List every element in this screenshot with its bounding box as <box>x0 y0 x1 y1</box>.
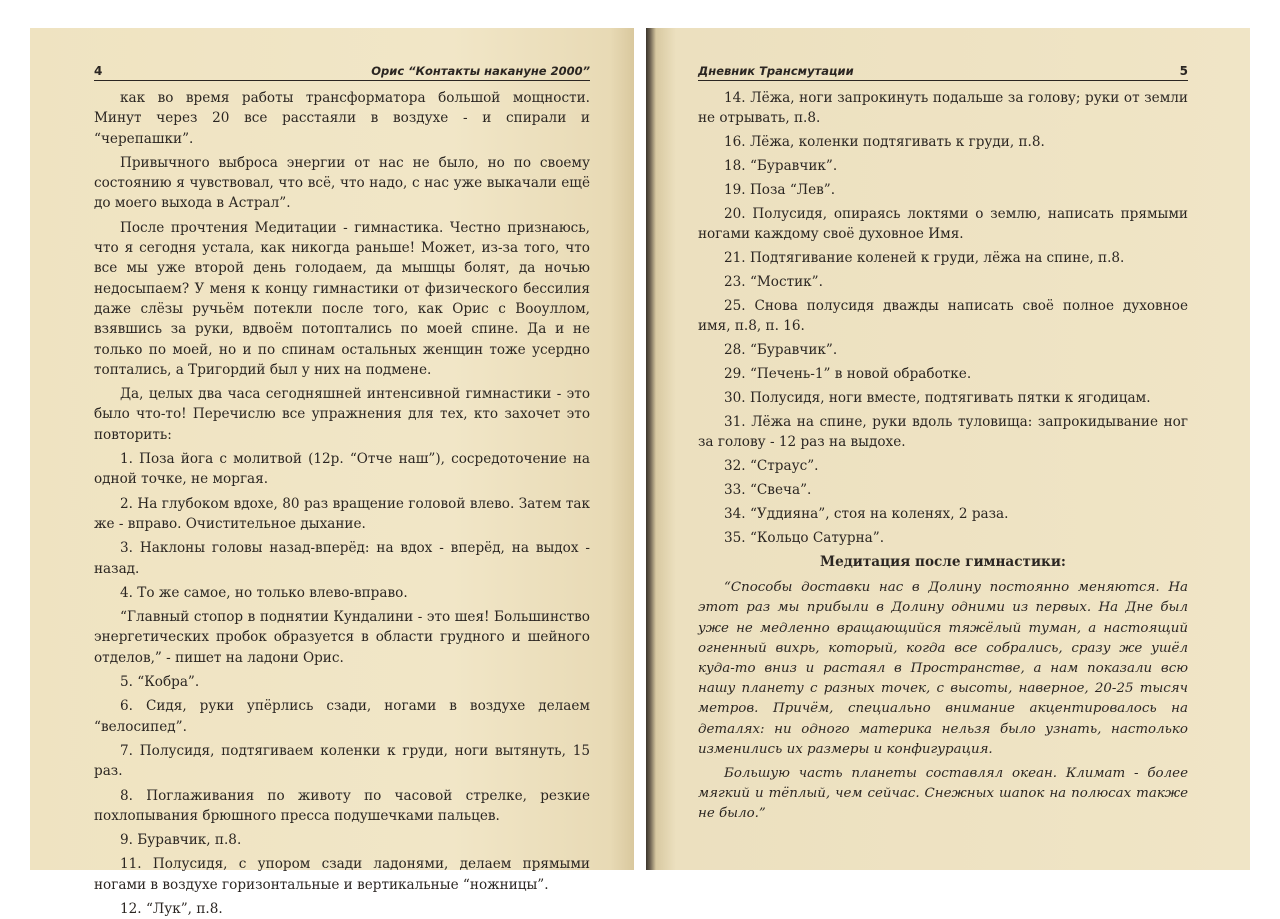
exercise-item: 11. Полусидя, с упором сзади ладонями, делаем прямыми ногами в воздухе горизонтальные и вертикальные “ножницы”. <box>94 856 590 893</box>
paragraph: Да, целых два часа сегодняшней интенсивной гимнастики - это было что-то! Перечислю все упражнения для тех, кто захочет это повторить: <box>94 386 590 443</box>
exercise-item: 6. Сидя, руки упёрлись сзади, ногами в воздухе делаем “велосипед”. <box>94 698 590 735</box>
exercise-item: 25. Снова полусидя дважды написать своё полное духовное имя, п.8, п. 16. <box>698 297 1188 335</box>
exercise-item: 7. Полусидя, подтягиваем коленки к груди, ноги вытянуть, 15 раз. <box>94 742 590 780</box>
exercise-item: 14. Лёжа, ноги запрокинуть подальше за голову; руки от земли не отрывать, п.8. <box>698 90 1188 127</box>
exercise-item: 23. “Мостик”. <box>724 273 823 290</box>
paragraph: Привычного выброса энергии от нас не было, но по своему состоянию я чувствовал, что всё, что надо, с нас уже выкачали ещё до моего выхода в Астрал”. <box>94 154 590 212</box>
exercise-item: 2. На глубоком вдохе, 80 раз вращение головой влево. Затем так же - вправо. Очистительное дыхание. <box>94 495 590 532</box>
meditation-quote <box>698 578 1188 824</box>
section-heading: Медитация после гимнастики: <box>820 553 1066 570</box>
right-running-head <box>698 64 1188 81</box>
exercise-item: 30. Полусидя, ноги вместе, подтягивать пятки к ягодицам. <box>724 389 1151 406</box>
exercise-item: 19. Поза “Лев”. <box>724 181 836 198</box>
left-running-title: Орис “Контакты накануне 2000” <box>371 64 590 78</box>
exercise-item: 31. Лёжа на спине, руки вдоль туловища: запрокидывание ног за голову - 12 раз на выдохе. <box>698 413 1188 450</box>
exercise-item: 8. Поглаживания по животу по часовой стрелке, резкие похлопывания брюшного пресса подушечками пальцев. <box>94 787 590 824</box>
quote-paragraph: Большую часть планеты составлял океан. Климат - более мягкий и тёплый, чем сейчас. Снежных шапок на полюсах также не было.” <box>698 765 1188 821</box>
exercise-item: 29. “Печень-1” в новой обработке. <box>724 365 972 382</box>
exercise-item: 28. “Буравчик”. <box>724 342 838 359</box>
exercise-item: 4. То же самое, но только влево-вправо. <box>120 584 408 601</box>
left-running-head <box>94 64 590 81</box>
exercise-item: 21. Подтягивание коленей к груди, лёжа на спине, п.8. <box>724 250 1125 267</box>
exercise-item: 1. Поза йога с молитвой (12р. “Отче наш”), сосредоточение на одной точке, не моргая. <box>94 451 590 488</box>
exercise-item: 18. “Буравчик”. <box>724 158 838 175</box>
right-page-number: 5 <box>1179 64 1188 78</box>
exercise-item: 35. “Кольцо Сатурна”. <box>724 529 885 546</box>
exercise-item: 20. Полусидя, опираясь локтями о землю, написать прямыми ногами каждому своё духовное Имя. <box>698 205 1188 243</box>
exercise-item: 34. “Уддияна”, стоя на коленях, 2 раза. <box>724 505 1009 522</box>
exercise-item: 33. “Свеча”. <box>724 481 812 498</box>
right-page <box>646 28 1250 870</box>
right-running-title: Дневник Трансмутации <box>698 64 854 78</box>
quote-paragraph: “Способы доставки нас в Долину постоянно меняются. На этот раз мы прибыли в Долину одними из первых. На Дне был уже не медленно вращающийся тяжёлый туман, а настоящий огненный вихрь, который, когда все собрались, сразу же ушёл куда-то вниз и растаял в Пространстве, а нам показали всю нашу планету с разных точек, с высоты, наверное, 20-25 тысяч метров. Причём, специально внимание акцентировалось на деталях: ни одного материка нельзя было узнать, настолько изменились их размеры и конфигурация. <box>698 580 1188 757</box>
left-page <box>30 28 634 917</box>
right-body-text <box>698 88 1188 824</box>
exercise-item: 3. Наклоны головы назад-вперёд: на вдох - вперёд, на выдох - назад. <box>94 540 590 577</box>
paragraph: После прочтения Медитации - гимнастика. Честно признаюсь, что я сегодня устала, как никогда раньше! Может, из-за того, что все мы уже второй день голодаем, да мышцы болят, да ночью недосыпаем? У меня к концу гимнастики от физического бессилия даже слёзы ручьём потекли после того, как Орис с Вооуллом, взявшись за руки, вдвоём потоптались по моей спине. Да и не только по моей, но и по спинам остальных женщин тоже усердно топтались, а Тригордий был у них на подмене. <box>94 219 590 378</box>
exercise-item: 32. “Страус”. <box>724 457 819 474</box>
exercise-item: 12. “Лук”, п.8. <box>120 900 223 917</box>
paragraph: как во время работы трансформатора большой мощности. Минут через 20 все расстаяли в воздухе - и спирали и “черепашки”. <box>94 90 590 147</box>
left-body-text <box>94 88 590 919</box>
exercise-item: 5. “Кобра”. <box>120 674 200 691</box>
left-page-number: 4 <box>94 64 103 78</box>
exercise-item: 9. Буравчик, п.8. <box>120 832 242 849</box>
exercise-item: 16. Лёжа, коленки подтягивать к груди, п.8. <box>724 134 1045 151</box>
paragraph: “Главный стопор в поднятии Кундалини - это шея! Большинство энергетических пробок образуется в области грудного и шейного отделов,” - пишет на ладони Орис. <box>94 609 590 666</box>
